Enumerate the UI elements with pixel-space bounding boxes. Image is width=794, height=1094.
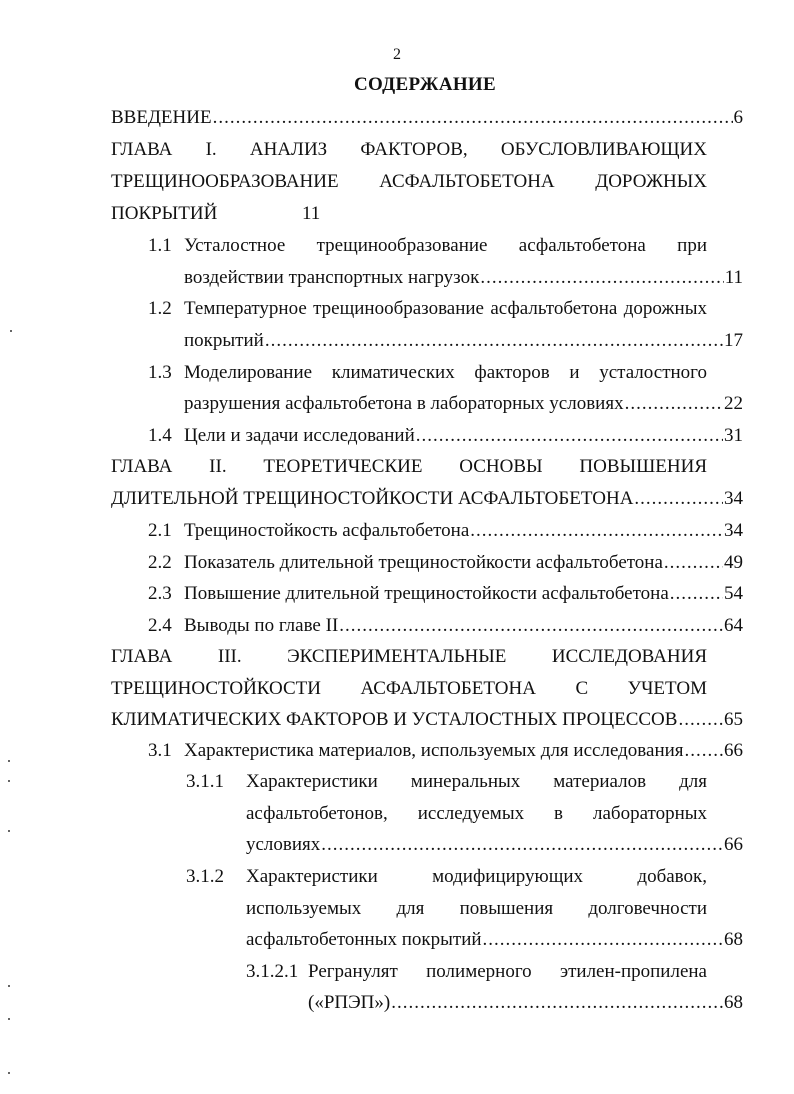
toc-section-3-1-1-line-1[interactable]: Характеристики минеральных материалов для — [246, 771, 707, 792]
dot-leader — [470, 519, 723, 543]
toc-entry-text: асфальтобетонных покрытий — [246, 929, 482, 950]
toc-chapter-1-line-2[interactable]: ТРЕЩИНООБРАЗОВАНИЕ АСФАЛЬТОБЕТОНА ДОРОЖНЫХ — [111, 171, 707, 192]
scan-speck — [10, 330, 12, 332]
toc-section-3-1-1-line-3[interactable] — [246, 833, 743, 857]
toc-section-1-4[interactable] — [184, 424, 743, 448]
toc-entry-text: Цели и задачи исследований — [184, 425, 415, 446]
toc-section-1-2-line-1[interactable]: Температурное трещинообразование асфальтобетона дорожных — [184, 298, 707, 319]
dot-leader — [664, 551, 723, 575]
toc-page-number: 11 — [724, 267, 743, 288]
toc-page-number: 54 — [724, 583, 743, 604]
page-number: 2 — [393, 46, 401, 63]
toc-chapter-2-line-2[interactable] — [111, 487, 743, 511]
scan-speck — [8, 830, 10, 832]
toc-section-2-4[interactable] — [184, 614, 743, 638]
toc-entry-text: Выводы по главе II — [184, 615, 339, 636]
toc-section-1-3-line-1[interactable]: Моделирование климатических факторов и усталостного — [184, 362, 707, 383]
toc-chapter-1-line-1[interactable]: ГЛАВА I. АНАЛИЗ ФАКТОРОВ, ОБУСЛОВЛИВАЮЩИХ — [111, 139, 707, 160]
toc-chapter-1-page: 11 — [302, 203, 321, 224]
toc-page-number: 68 — [724, 929, 743, 950]
toc-section-1-1-line-2[interactable] — [184, 266, 743, 290]
toc-section-3-1-1-line-2[interactable]: асфальтобетонов, исследуемых в лабораторных — [246, 803, 707, 824]
toc-entry-text: условиях — [246, 834, 321, 855]
toc-section-number: 1.1 — [148, 235, 172, 256]
scan-speck — [8, 985, 10, 987]
toc-entry-text: КЛИМАТИЧЕСКИХ ФАКТОРОВ И УСТАЛОСТНЫХ ПРОЦЕССОВ — [111, 709, 678, 730]
toc-entry-text: Трещиностойкость асфальтобетона — [184, 520, 470, 541]
dot-leader — [670, 582, 723, 606]
dot-leader — [685, 739, 723, 763]
toc-section-3-1[interactable] — [184, 739, 743, 763]
toc-section-number: 2.1 — [148, 520, 172, 541]
toc-section-number: 2.2 — [148, 552, 172, 573]
toc-page-number: 49 — [724, 552, 743, 573]
toc-section-3-1-2-1-line-2[interactable] — [308, 991, 743, 1015]
toc-section-number: 3.1 — [148, 740, 172, 761]
page-title: СОДЕРЖАНИЕ — [354, 74, 496, 95]
toc-page-number: 68 — [724, 992, 743, 1013]
scan-speck — [8, 780, 10, 782]
toc-section-number: 1.2 — [148, 298, 172, 319]
toc-section-3-1-2-line-1[interactable]: Характеристики модифицирующих добавок, — [246, 866, 707, 887]
scan-speck — [8, 1072, 10, 1074]
toc-chapter-3-line-1[interactable]: ГЛАВА III. ЭКСПЕРИМЕНТАЛЬНЫЕ ИССЛЕДОВАНИЯ — [111, 646, 707, 667]
toc-page-number: 34 — [724, 520, 743, 541]
toc-entry-intro[interactable] — [111, 106, 743, 130]
toc-entry-text: Повышение длительной трещиностойкости асфальтобетона — [184, 583, 669, 604]
toc-page-number: 34 — [724, 488, 743, 509]
dot-leader — [321, 833, 723, 857]
toc-section-number: 2.3 — [148, 583, 172, 604]
toc-entry-text: Характеристика материалов, используемых для исследования — [184, 740, 684, 761]
toc-chapter-1-line-3[interactable]: ПОКРЫТИЙ — [111, 203, 218, 224]
toc-page-number: 66 — [724, 834, 743, 855]
toc-section-number: 1.4 — [148, 425, 172, 446]
toc-chapter-3-line-3[interactable] — [111, 708, 743, 732]
toc-chapter-3-line-2[interactable]: ТРЕЩИНОСТОЙКОСТИ АСФАЛЬТОБЕТОНА С УЧЕТОМ — [111, 678, 707, 699]
toc-section-2-1[interactable] — [184, 519, 743, 543]
toc-page-number: 22 — [724, 393, 743, 414]
scan-speck — [8, 1018, 10, 1020]
toc-section-number: 3.1.2 — [186, 866, 224, 887]
toc-section-1-3-line-2[interactable] — [184, 392, 743, 416]
dot-leader — [391, 991, 723, 1015]
scan-speck — [8, 760, 10, 762]
toc-section-number: 2.4 — [148, 615, 172, 636]
toc-entry-text: Показатель длительной трещиностойкости асфальтобетона — [184, 552, 663, 573]
dot-leader — [625, 392, 723, 416]
toc-page-number: 17 — [724, 330, 743, 351]
toc-page-number: 31 — [724, 425, 743, 446]
toc-chapter-2-line-1[interactable]: ГЛАВА II. ТЕОРЕТИЧЕСКИЕ ОСНОВЫ ПОВЫШЕНИЯ — [111, 456, 707, 477]
toc-section-2-3[interactable] — [184, 582, 743, 606]
toc-section-3-1-2-1-line-1[interactable]: Регранулят полимерного этилен-пропилена — [308, 961, 707, 982]
toc-entry-text: («РПЭП») — [308, 992, 391, 1013]
toc-section-1-1-line-1[interactable]: Усталостное трещинообразование асфальтобетона при — [184, 235, 707, 256]
toc-section-1-2-line-2[interactable] — [184, 329, 743, 353]
dot-leader — [634, 487, 723, 511]
toc-section-3-1-2-line-3[interactable] — [246, 928, 743, 952]
toc-page-number: 66 — [724, 740, 743, 761]
dot-leader — [678, 708, 723, 732]
toc-entry-text: ВВЕДЕНИЕ — [111, 107, 212, 128]
dot-leader — [416, 424, 723, 448]
toc-section-3-1-2-line-2[interactable]: используемых для повышения долговечности — [246, 898, 707, 919]
toc-entry-text: покрытий — [184, 330, 264, 351]
toc-section-number: 3.1.2.1 — [246, 961, 299, 982]
toc-page-number: 64 — [724, 615, 743, 636]
dot-leader — [480, 266, 723, 290]
toc-entry-text: воздействии транспортных нагрузок — [184, 267, 480, 288]
toc-entry-text: разрушения асфальтобетона в лабораторных условиях — [184, 393, 624, 414]
dot-leader — [265, 329, 723, 353]
toc-section-number: 3.1.1 — [186, 771, 224, 792]
toc-section-number: 1.3 — [148, 362, 172, 383]
dot-leader — [213, 106, 733, 130]
toc-page-number: 6 — [733, 107, 743, 128]
dot-leader — [339, 614, 723, 638]
toc-section-2-2[interactable] — [184, 551, 743, 575]
toc-page-number: 65 — [724, 709, 743, 730]
dot-leader — [483, 928, 723, 952]
toc-entry-text: ДЛИТЕЛЬНОЙ ТРЕЩИНОСТОЙКОСТИ АСФАЛЬТОБЕТОНА — [111, 488, 634, 509]
